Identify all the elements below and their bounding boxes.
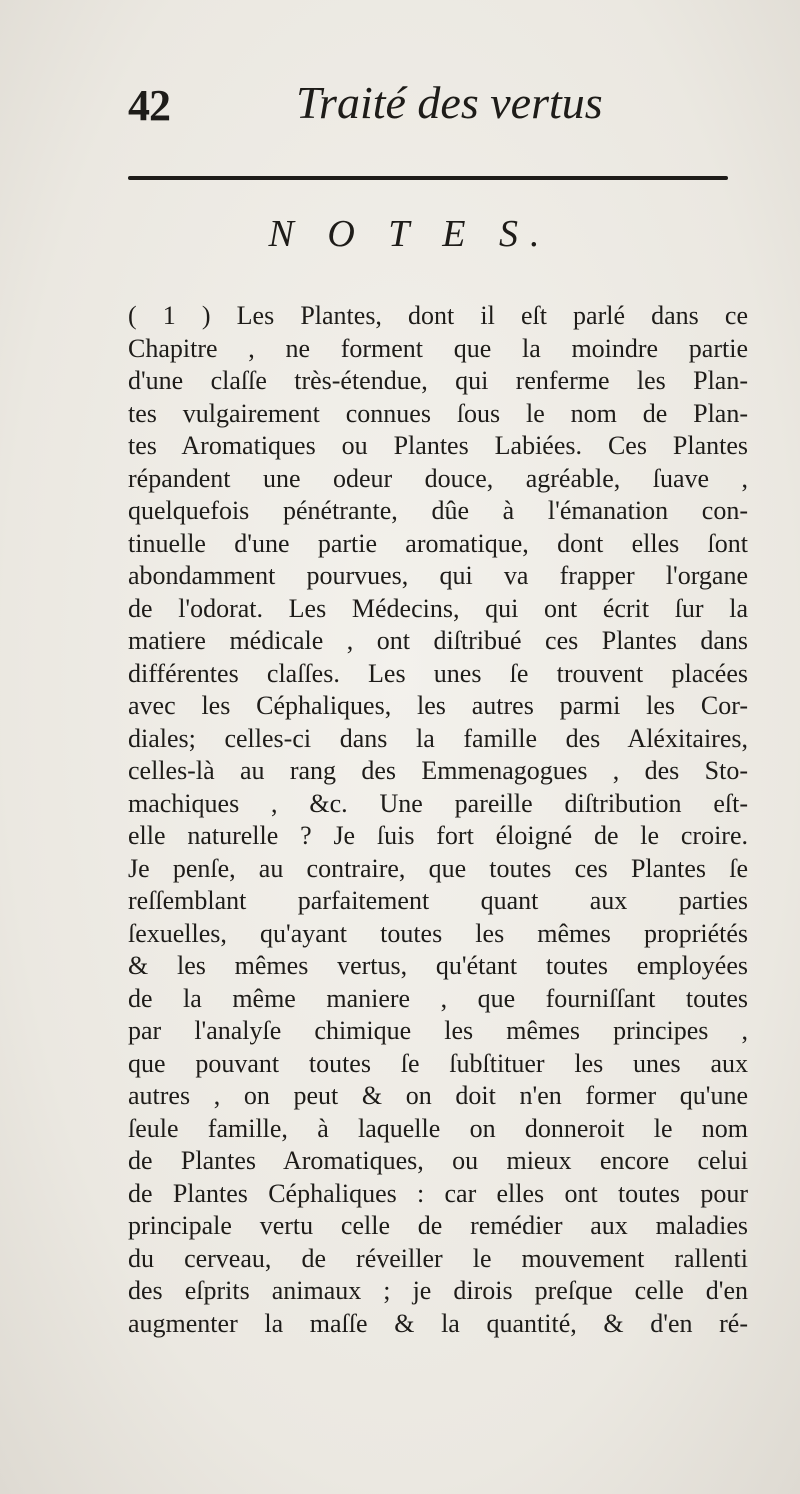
note-line: abondamment pourvues, qui va frapper l'organe	[128, 561, 748, 590]
section-heading: N O T E S.	[268, 213, 552, 255]
note-line: du cerveau, de réveiller le mouvement rallenti	[128, 1243, 748, 1273]
note-line: de Plantes Céphaliques : car elles ont toutes pour	[128, 1178, 748, 1208]
running-title: Traité des vertus	[296, 77, 603, 128]
note-line: d'une claſſe très-étendue, qui renferme les Plan-	[128, 366, 748, 395]
note-line: Chapitre , ne forment que la moindre partie	[128, 333, 748, 363]
note-line: que pouvant toutes ſe ſubſtituer les unes aux	[128, 1048, 748, 1078]
note-line: ſeule famille, à laquelle on donneroit le nom	[128, 1113, 748, 1143]
header-rule	[128, 176, 728, 180]
note-line: machiques , &c. Une pareille diſtribution eſt-	[128, 788, 748, 818]
note-line: principale vertu celle de remédier aux maladies	[128, 1211, 748, 1240]
note-line: matiere médicale , ont diſtribué ces Plantes dans	[128, 626, 748, 655]
note-line: tes Aromatiques ou Plantes Labiées. Ces Plantes	[128, 431, 748, 460]
note-line: Je penſe, au contraire, que toutes ces Plantes ſe	[128, 853, 748, 883]
note-line: de la même maniere , que fourniſſant toutes	[128, 983, 748, 1013]
note-line: reſſemblant parfaitement quant aux parties	[128, 886, 748, 915]
note-line: de l'odorat. Les Médecins, qui ont écrit ſur la	[128, 593, 748, 623]
note-line: répandent une odeur douce, agréable, ſuave ,	[128, 463, 748, 493]
note-line: celles-là au rang des Emmenagogues , des Sto-	[128, 756, 748, 785]
page-number: 42	[128, 81, 170, 130]
note-line: quelquefois pénétrante, dûe à l'émanation con-	[128, 496, 748, 525]
note-line: ( 1 ) Les Plantes, dont il eſt parlé dans ce	[128, 301, 748, 330]
note-text	[128, 300, 748, 1340]
note-line: avec les Céphaliques, les autres parmi les Cor-	[128, 691, 748, 720]
note-line: & les mêmes vertus, qu'étant toutes employées	[128, 951, 748, 980]
page-header	[128, 70, 748, 140]
note-line: ſexuelles, qu'ayant toutes les mêmes propriétés	[128, 918, 748, 948]
note-line: elle naturelle ? Je ſuis fort éloigné de le croire.	[128, 821, 748, 850]
note-line: autres , on peut & on doit n'en former qu'une	[128, 1081, 748, 1110]
note-line: tes vulgairement connues ſous le nom de Plan-	[128, 398, 748, 428]
note-line: des eſprits animaux ; je dirois preſque celle d'en	[128, 1276, 748, 1305]
note-line: par l'analyſe chimique les mêmes principes ,	[128, 1016, 748, 1045]
note-line: diales; celles-ci dans la famille des Aléxitaires,	[128, 723, 748, 753]
note-line: augmenter la maſſe & la quantité, & d'en ré-	[128, 1308, 748, 1338]
note-line: de Plantes Aromatiques, ou mieux encore celui	[128, 1146, 748, 1175]
note-line: différentes claſſes. Les unes ſe trouvent placées	[128, 658, 748, 688]
note-line: tinuelle d'une partie aromatique, dont elles ſont	[128, 528, 748, 558]
